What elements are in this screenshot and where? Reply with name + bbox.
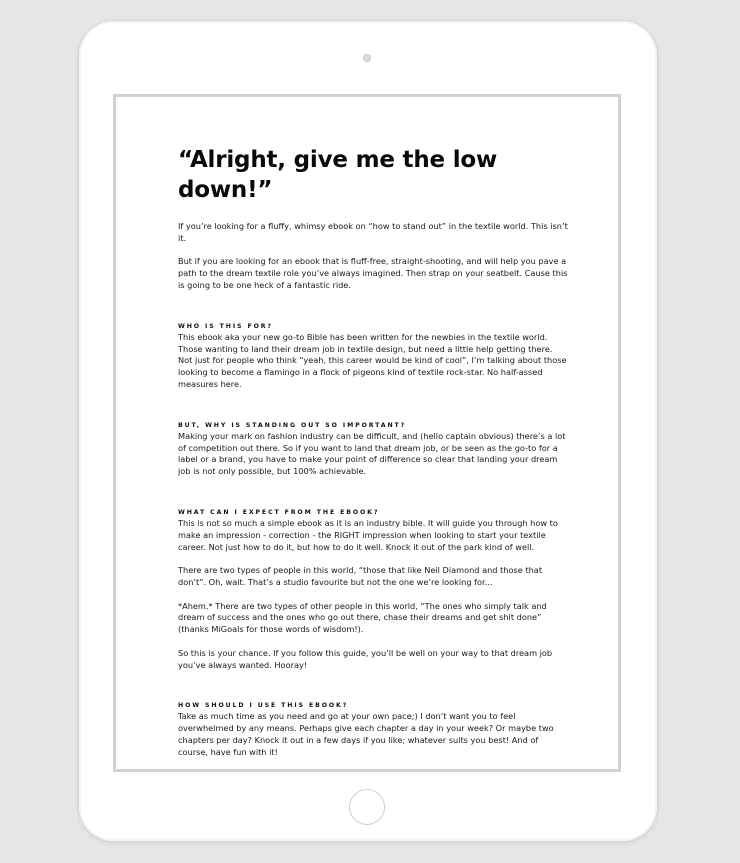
- section-paragraph: Take as much time as you need and go at your own pace;) I don’t want you to feel overwhelmed by any means. Perhaps give each chapter a day in your week? Or maybe two chapters per day? Knock it out in a few days if you like; whatever suits you best! And of course, have fun with it!: [178, 711, 554, 757]
- page-title: “Alright, give me the low down!”: [178, 147, 498, 203]
- section-how-to-use: [178, 701, 568, 758]
- section-heading: WHAT CAN I EXPECT FROM THE EBOOK?: [178, 508, 380, 516]
- ebook-page[interactable]: [116, 97, 618, 769]
- camera-icon: [363, 54, 371, 62]
- section-heading: HOW SHOULD I USE THIS EBOOK?: [178, 702, 349, 710]
- section-paragraph: This ebook aka your new go-to Bible has been written for the newbies in the textile world. Those wanting to land their dream job in textile design, but need a little help getting there. Not just for people who think “yeah, this career would be kind of cool”, I’m talking about those looking to become a flamingo in a flock of pigeons kind of textile rock-star. No half-assed measures here.: [178, 331, 567, 389]
- section-who-is-this-for: [178, 322, 568, 391]
- section-paragraph: There are two types of people in this world, “those that like Neil Diamond and those that don’t”. Oh, wait. That’s a studio favourite but not the one we’re looking for...: [178, 565, 543, 587]
- section-what-to-expect: [178, 508, 568, 671]
- intro-paragraph: But if you are looking for an ebook that is fluff-free, straight-shooting, and will help you pave a path to the dream textile role you’ve always imagined. Then strap on your seatbelt. Cause this is going to be one heck of a fantastic ride.: [178, 256, 568, 290]
- section-heading: BUT, WHY IS STANDING OUT SO IMPORTANT?: [178, 421, 407, 429]
- section-paragraph: *Ahem.* There are two types of other people in this world, “The ones who simply talk and dream of success and the ones who go out there, chase their dreams and get shit done” (thanks MiGoals for those words of wisdom!).: [178, 600, 547, 635]
- section-paragraph: This is not so much a simple ebook as it is an industry bible. It will guide you through how to make an impression - correction - the RIGHT impression when looking to start your textile career. Not just how to do it, but how to do it well. Knock it out of the park kind of well.: [178, 517, 558, 552]
- intro-block: [178, 221, 568, 292]
- ebook-content: [178, 145, 568, 759]
- intro-paragraph: If you’re looking for a fluffy, whimsy ebook on “how to stand out” in the textile world. This isn’t it.: [178, 221, 568, 243]
- tablet-device: [79, 21, 657, 841]
- section-paragraph: So this is your chance. If you follow this guide, you’ll be well on your way to that dream job you’ve always wanted. Hooray!: [178, 647, 553, 670]
- section-heading: WHO IS THIS FOR?: [178, 322, 273, 330]
- home-button[interactable]: [349, 789, 385, 825]
- section-paragraph: Making your mark on fashion industry can be difficult, and (hello captain obvious) there’s a lot of competition out there. So if you want to land that dream job, or be seen as the go-to for a label or a brand, you have to make your point of difference so clear that landing your dream job is not only possible, but 100% achievable.: [178, 430, 566, 477]
- section-why-standing-out: [178, 421, 568, 478]
